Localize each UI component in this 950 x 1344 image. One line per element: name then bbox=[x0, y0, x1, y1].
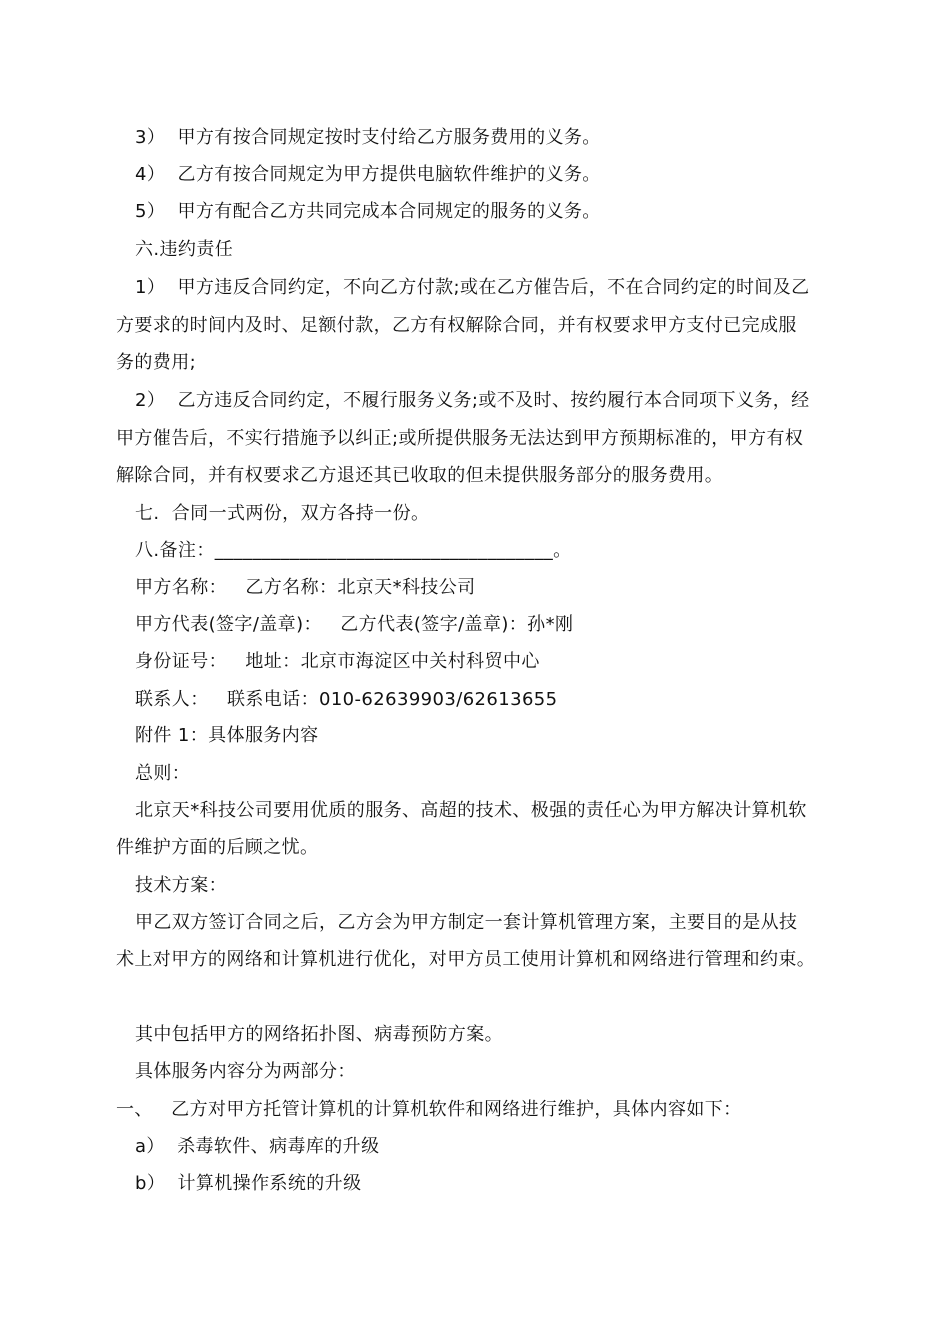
general-paragraph-cont: 件维护方面的后顾之忧。 bbox=[116, 837, 319, 858]
general-heading: 总则： bbox=[135, 763, 191, 784]
breach-clause-2-cont: 甲方催告后，不实行措施予以纠正;或所提供服务无法达到甲方预期标准的，甲方有权 bbox=[116, 428, 804, 449]
appendix-title: 附件 1：具体服务内容 bbox=[135, 725, 319, 746]
contact-info: 联系人： 联系电话：010-62639903/62613655 bbox=[135, 689, 558, 710]
clause-item-3: 3） 甲方有按合同规定按时支付给乙方服务费用的义务。 bbox=[135, 127, 601, 148]
breach-clause-2-end: 解除合同，并有权要求乙方退还其已收取的但未提供服务部分的服务费用。 bbox=[116, 465, 724, 486]
breach-clause-1: 1） 甲方违反合同约定，不向乙方付款;或在乙方催告后，不在合同约定的时间及乙 bbox=[135, 277, 810, 298]
service-item-a: a） 杀毒软件、病毒库的升级 bbox=[135, 1136, 380, 1157]
party-names: 甲方名称： 乙方名称：北京天*科技公司 bbox=[135, 577, 476, 598]
service-item-b: b） 计算机操作系统的升级 bbox=[135, 1173, 362, 1194]
party-representatives: 甲方代表(签字/盖章)： 乙方代表(签字/盖章)：孙*刚 bbox=[135, 614, 574, 635]
includes-paragraph: 其中包括甲方的网络拓扑图、病毒预防方案。 bbox=[135, 1024, 503, 1045]
tech-plan-paragraph-cont: 术上对甲方的网络和计算机进行优化，对甲方员工使用计算机和网络进行管理和约束。 bbox=[116, 949, 816, 970]
clause-item-5: 5） 甲方有配合乙方共同完成本合同规定的服务的义务。 bbox=[135, 201, 601, 222]
clause-item-4: 4） 乙方有按合同规定为甲方提供电脑软件维护的义务。 bbox=[135, 164, 601, 185]
general-paragraph: 北京天*科技公司要用优质的服务、高超的技术、极强的责任心为甲方解决计算机软 bbox=[135, 800, 807, 821]
id-and-address: 身份证号： 地址：北京市海淀区中关村科贸中心 bbox=[135, 651, 540, 672]
service-parts-intro: 具体服务内容分为两部分： bbox=[135, 1061, 356, 1082]
service-part-one: 一、 乙方对甲方托管计算机的计算机软件和网络进行维护，具体内容如下： bbox=[116, 1099, 742, 1120]
breach-clause-1-cont: 方要求的时间内及时、足额付款，乙方有权解除合同，并有权要求甲方支付已完成服 bbox=[116, 315, 797, 336]
section-copies: 七. 合同一式两份，双方各持一份。 bbox=[135, 503, 430, 524]
section-remarks: 八.备注：____________________________________。 bbox=[135, 540, 572, 561]
tech-plan-paragraph: 甲乙双方签订合同之后，乙方会为甲方制定一套计算机管理方案，主要目的是从技 bbox=[135, 912, 798, 933]
section-heading-breach: 六.违约责任 bbox=[135, 239, 234, 260]
breach-clause-2: 2） 乙方违反合同约定，不履行服务义务;或不及时、按约履行本合同项下义务，经 bbox=[135, 390, 810, 411]
tech-plan-heading: 技术方案： bbox=[135, 875, 227, 896]
breach-clause-1-end: 务的费用; bbox=[116, 352, 197, 373]
